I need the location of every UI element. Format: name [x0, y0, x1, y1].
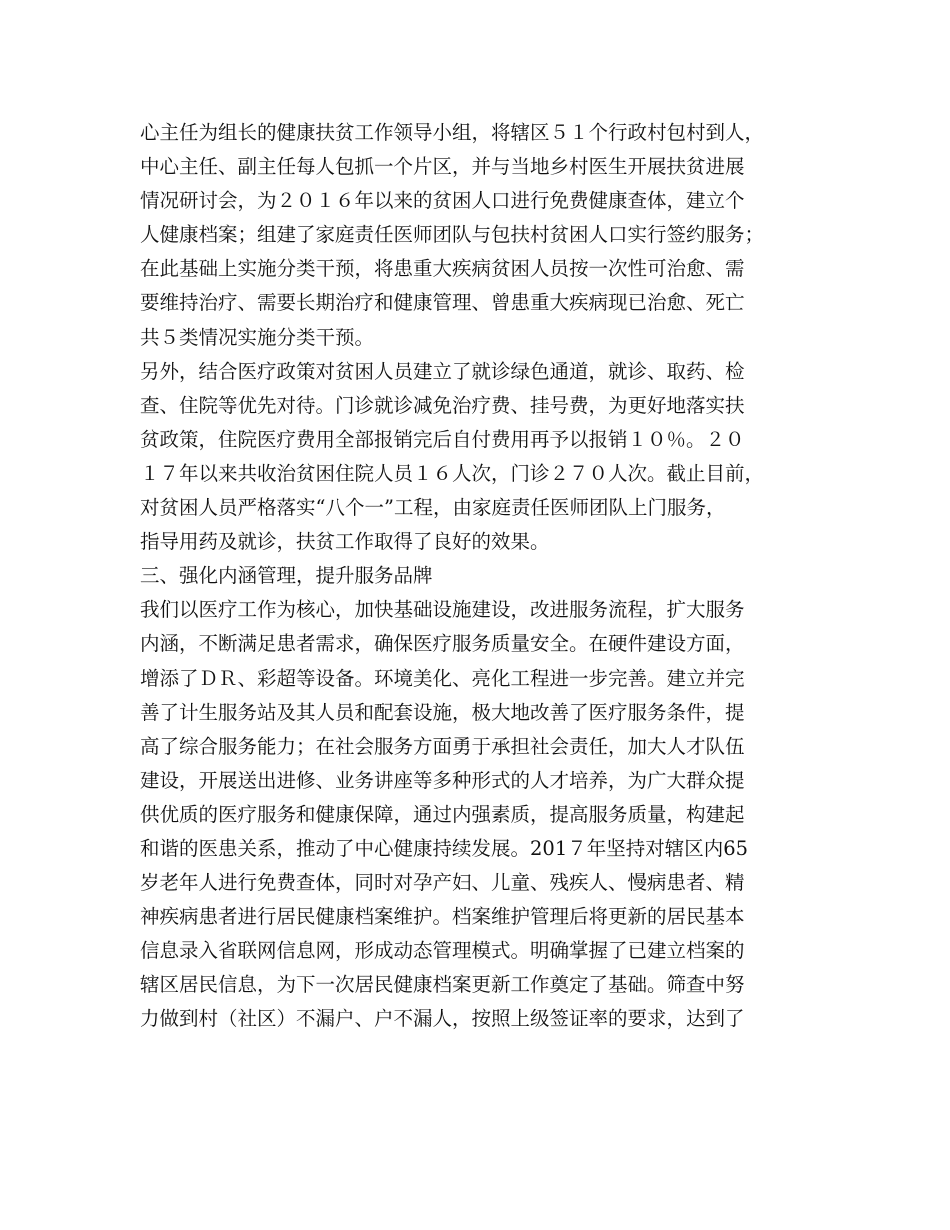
text-line: 增添了ＤＲ、彩超等设备。环境美化、亮化工程进一步完善。建立并完 [140, 666, 745, 690]
text-line: 查、住院等优先对待。门诊就诊减免治疗费、挂号费，为更好地落实扶 [140, 393, 745, 417]
text-line: 心主任为组长的健康扶贫工作领导小组，将辖区５１个行政村包村到人， [140, 121, 765, 144]
text-line: 对贫困人员严格落实“八个一”工程，由家庭责任医师团队上门服务， [140, 496, 726, 520]
text-line: 内涵，不断满足患者需求，确保医疗服务质量安全。在硬件建设方面， [140, 632, 745, 656]
text-line: 中心主任、副主任每人包抓一个片区，并与当地乡村医生开展扶贫进展 [140, 155, 745, 179]
text-line: 善了计生服务站及其人员和配套设施，极大地改善了医疗服务条件，提 [140, 700, 745, 724]
text-line: 指导用药及就诊，扶贫工作取得了良好的效果。 [140, 530, 550, 554]
text-line: 岁老年人进行免费查体，同时对孕产妇、儿童、残疾人、慢病患者、精 [140, 871, 745, 895]
text-line: 信息录入省联网信息网，形成动态管理模式。明确掌握了已建立档案的 [140, 939, 745, 963]
document-body [140, 116, 830, 1037]
text-line: 高了综合服务能力；在社会服务方面勇于承担社会责任，加大人才队伍 [140, 734, 745, 758]
text-line: 贫政策，住院医疗费用全部报销完后自付费用再予以报销１０％。２０ [140, 427, 745, 451]
text-line: 要维持治疗、需要长期治疗和健康管理、曾患重大疾病现已治愈、死亡 [140, 291, 745, 315]
text-line: 另外，结合医疗政策对贫困人员建立了就诊绿色通道，就诊、取药、检 [140, 359, 745, 383]
text-line: 和谐的医患关系，推动了中心健康持续发展。201７年坚持对辖区内65 [140, 836, 749, 860]
text-line: 人健康档案；组建了家庭责任医师团队与包扶村贫困人口实行签约服务； [140, 223, 765, 247]
text-line: １７年以来共收治贫困住院人员１６人次，门诊２７０人次。截止目前， [140, 461, 765, 485]
text-line: 辖区居民信息，为下一次居民健康档案更新工作奠定了基础。筛查中努 [140, 973, 745, 997]
text-line: 供优质的医疗服务和健康保障，通过内强素质，提高服务质量，构建起 [140, 802, 745, 826]
text-line: 共５类情况实施分类干预。 [140, 325, 375, 349]
text-line: 神疾病患者进行居民健康档案维护。档案维护管理后将更新的居民基本 [140, 905, 745, 929]
text-line: 我们以医疗工作为核心，加快基础设施建设，改进服务流程，扩大服务 [140, 598, 745, 622]
text-line: 在此基础上实施分类干预，将患重大疾病贫困人员按一次性可治愈、需 [140, 257, 745, 281]
text-line: 力做到村（社区）不漏户、户不漏人，按照上级签证率的要求，达到了 [140, 1007, 745, 1031]
text-line: 建设，开展送出进修、业务讲座等多种形式的人才培养，为广大群众提 [140, 768, 745, 792]
text-line: 情况研讨会，为２０１６年以来的贫困人口进行免费健康查体，建立个 [140, 189, 745, 213]
section-heading: 三、强化内涵管理，提升服务品牌 [140, 564, 433, 588]
